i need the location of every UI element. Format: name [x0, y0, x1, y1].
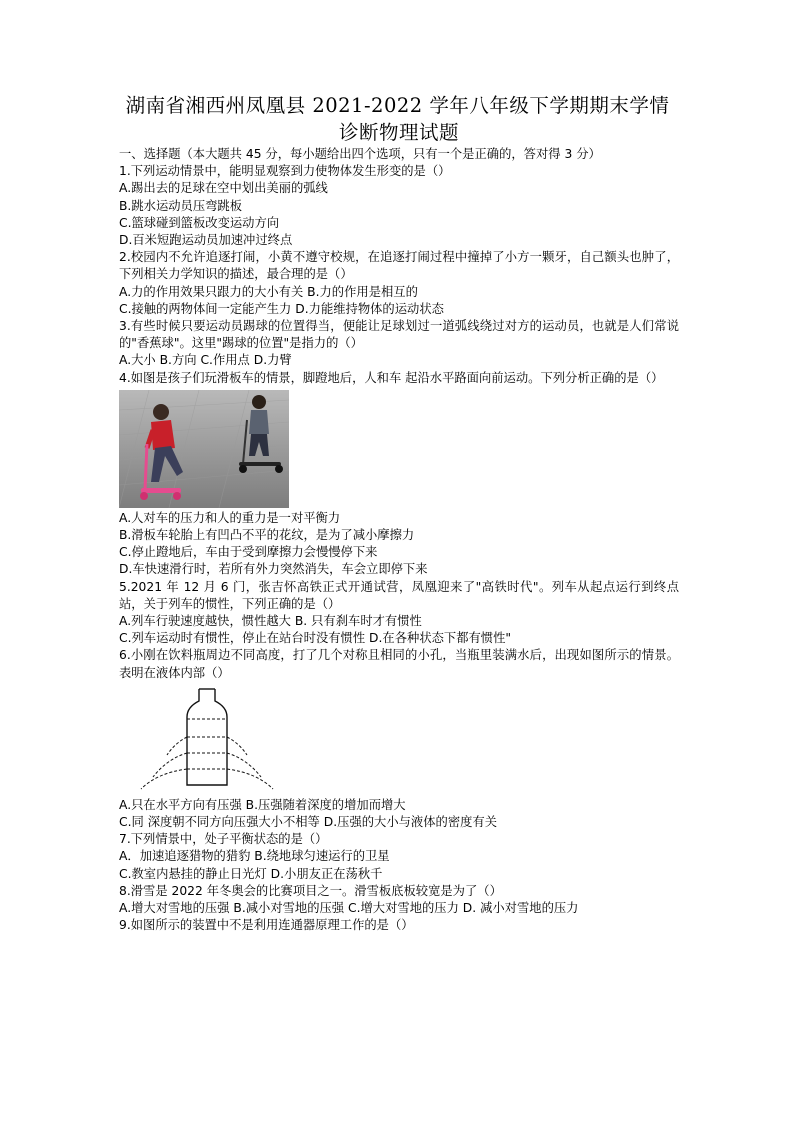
question-5-options-cd: C.列车运动时有惯性，停止在站台时没有惯性 D.在各种状态下都有惯性" — [119, 631, 512, 646]
question-1-stem: 1.下列运动情景中，能明显观察到力使物体发生形变的是（） — [119, 164, 451, 179]
exam-page — [119, 92, 679, 935]
question-4-option-b: B.滑板车轮胎上有凹凸不平的花纹，是为了减小摩擦力 — [119, 528, 415, 543]
question-3-options: A.大小 B.方向 C.作用点 D.力臂 — [119, 353, 292, 368]
question-7-stem: 7.下列情景中，处子平衡状态的是（） — [119, 832, 328, 847]
question-2-options-ab: A.力的作用效果只跟力的大小有关 B.力的作用是相互的 — [119, 284, 418, 299]
question-1-option-c: C.篮球碰到篮板改变运动方向 — [119, 215, 280, 230]
question-7-options-ab: A．加速追逐猎物的猎豹 B.绕地球匀速运行的卫星 — [119, 849, 390, 864]
bottle-jets-diagram — [127, 685, 287, 795]
question-1-option-d: D.百米短跑运动员加速冲过终点 — [119, 233, 293, 248]
question-8-stem: 8.滑雪是 2022 年冬奥会的比赛项目之一。滑雪板底板较宽是为了（） — [119, 883, 502, 898]
question-2-options-cd: C.接触的两物体间一定能产生力 D.力能维持物体的运动状态 — [119, 301, 444, 316]
section-header: 一、选择题（本大题共 45 分，每小题给出四个选项，只有一个是正确的，答对得 3 分） — [119, 147, 601, 161]
question-4-option-d: D.车快速滑行时，若所有外力突然消失，车会立即停下来 — [119, 562, 428, 577]
title-line-2: 诊断物理试题 — [338, 121, 459, 144]
question-8-options: A.增大对雪地的压强 B.减小对雪地的压强 C.增大对雪地的压力 D. 减小对雪地的压力 — [119, 901, 579, 916]
question-6-stem: 6.小刚在饮料瓶周边不同高度，打了几个对称且相同的小孔，当瓶里装满水后，出现如图所示的情景。表明在液体内部（） — [119, 648, 679, 680]
question-5-options-ab: A.列车行驶速度越快，惯性越大 B. 只有刹车时才有惯性 — [119, 614, 422, 629]
question-5-stem: 5.2021 年 12 月 6 门，张吉怀高铁正式开通试营，凤凰迎来了"高铁时代"。列车从起点运行到终点站，关于列车的惯性，下列正确的是（） — [119, 579, 679, 611]
question-9-stem: 9.如图所示的装置中不是利用连通器原理工作的是（） — [119, 918, 414, 933]
question-7-options-cd: C.教室内悬挂的静止日光灯 D.小朋友正在荡秋千 — [119, 866, 383, 881]
title-line-1: 湖南省湘西州凤凰县 2021-2022 学年八年级下学期期末学情 — [125, 94, 670, 117]
question-1-option-b: B.跳水运动员压弯跳板 — [119, 198, 243, 213]
scooter-photo — [119, 390, 679, 508]
question-6-options-ab: A.只在水平方向有压强 B.压强随着深度的增加而增大 — [119, 797, 406, 812]
exam-title — [119, 92, 679, 146]
question-3-stem: 3.有些时候只要运动员踢球的位置得当，便能让足球划过一道弧线绕过对方的运动员，也就是人们常说的"香蕉球"。这里"踢球的位置"是指力的（） — [119, 319, 679, 351]
question-4-option-a: A.人对车的压力和人的重力是一对平衡力 — [119, 510, 341, 525]
question-6-options-cd: C.同 深度朝不同方向压强大小不相等 D.压强的大小与液体的密度有关 — [119, 815, 498, 830]
question-4-option-c: C.停止蹬地后，车由于受到摩擦力会慢慢停下来 — [119, 545, 378, 560]
question-2-stem: 2.校园内不允许追逐打闹，小黄不遵守校规，在追逐打闹过程中撞掉了小方一颗牙，自己额头也肿了，下列相关力学知识的描述，最合理的是（） — [119, 250, 679, 282]
question-4-stem: 4.如图是孩子们玩滑板车的情景，脚蹬地后，人和车 起沿水平路面向前运动。下列分析正确的是（） — [119, 370, 664, 385]
scooter-kids-image — [119, 390, 289, 508]
question-1-option-a: A.踢出去的足球在空中划出美丽的弧线 — [119, 181, 328, 196]
bottle-figure — [119, 685, 679, 795]
